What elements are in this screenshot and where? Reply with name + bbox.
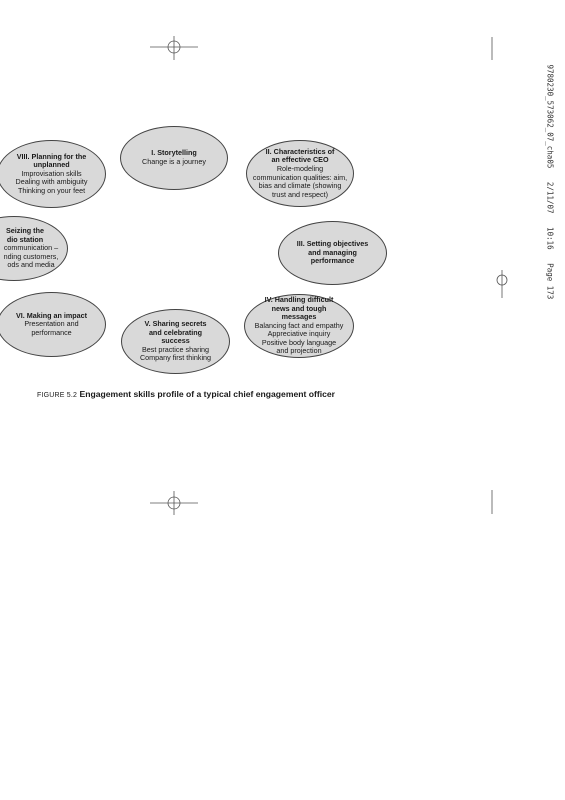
node-line: bias and climate (showing (258, 181, 342, 191)
node-line: trust and respect) (272, 189, 328, 199)
node-line: ods and media (7, 260, 55, 270)
node-title: I. Storytelling (151, 148, 197, 158)
node-line: Company first thinking (139, 353, 212, 363)
node-line: Thinking on your feet (17, 185, 86, 195)
node-line: Improvisation skills (21, 168, 82, 178)
node-difficult-news (244, 294, 354, 358)
node-line: Dealing with ambiguity (15, 177, 88, 187)
node-title: II. Characteristics of an effective CEO (265, 146, 335, 165)
node-planning-unplanned (0, 140, 106, 208)
node-title: III. Setting objectives and managing performance (296, 239, 369, 266)
figure-caption (37, 389, 335, 399)
node-line: Balancing fact and empathy (254, 320, 344, 330)
node-line: Presentation and (24, 319, 79, 329)
node-title: IV. Handling difficult news and tough messages (264, 294, 334, 322)
node-title: V. Sharing secrets and celebrating success (144, 319, 207, 346)
node-title: Seizing the dio station (6, 226, 44, 244)
print-slug: 9780230_573062_07_cha05 2/11/07 10:16 Page 173 (545, 64, 555, 300)
node-line: Appreciative inquiry (267, 329, 331, 339)
figure-title: Engagement skills profile of a typical chief engagement officer (79, 389, 336, 399)
node-line: Best practice sharing (141, 344, 210, 354)
node-line: communication qualities: aim, (252, 172, 348, 182)
node-title: VI. Making an impact (15, 310, 88, 320)
node-line: performance (31, 327, 72, 337)
node-making-impact (0, 292, 106, 357)
node-line: Change is a journey (142, 157, 206, 166)
node-line: Role-modeling (276, 163, 324, 173)
node-characteristics (246, 140, 354, 207)
node-sharing-secrets (121, 309, 230, 374)
node-line: Positive body language (261, 337, 337, 347)
node-storytelling (120, 126, 228, 190)
node-title: VIII. Planning for the unplanned (16, 151, 87, 170)
node-line: nding customers, (3, 251, 59, 261)
node-line: communication – (3, 243, 59, 253)
node-line: and projection (276, 346, 322, 356)
figure-label: FIGURE 5.2 (37, 392, 78, 399)
node-objectives (278, 221, 387, 285)
